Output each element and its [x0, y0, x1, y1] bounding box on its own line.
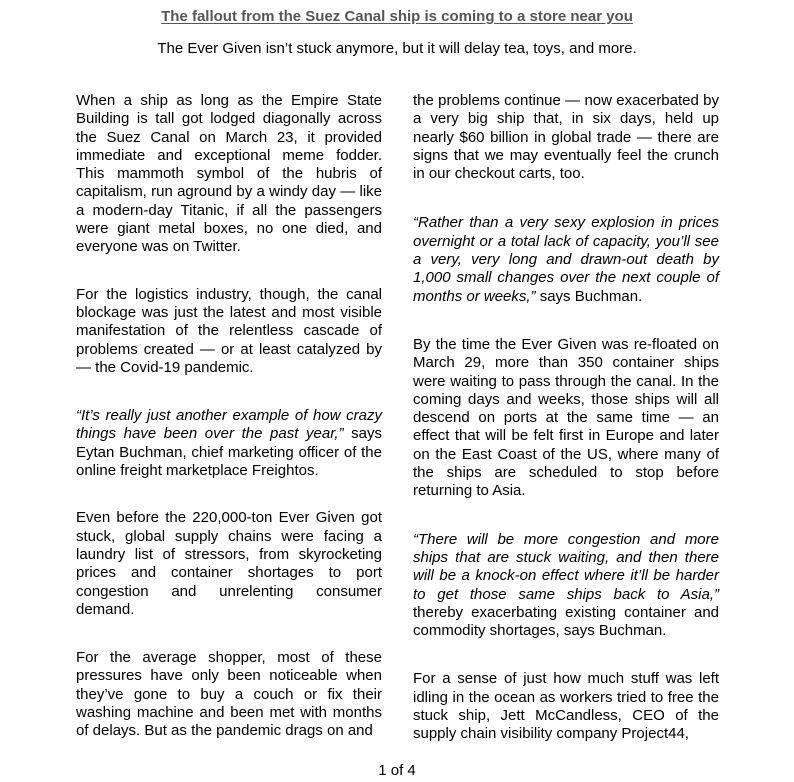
quote-text: “It’s really just another example of how crazy things have been over the past year,”: [76, 407, 382, 443]
paragraph-intro: When a ship as long as the Empire State Building is tall got lodged diagonally across the Suez Canal on March 23, it provided immediate and exceptional meme fodder. This mammoth symbol of the hubris of capitalism, run aground by a windy day — like a modern-day Titanic, if all the passengers were giant metal boxes, no one died, and everyone was on Twitter.: [76, 92, 382, 256]
paragraph-logistics: For the logistics industry, though, the canal blockage was just the latest and most visible manifestation of the relentless cascade of problems created — or at least catalyzed by — the Covid-19 pandemic.: [76, 285, 382, 376]
article-title: The fallout from the Suez Canal ship is coming to a store near you: [161, 8, 633, 25]
right-column: [413, 92, 719, 744]
quote-attribution: says Eytan Buchman, chief marketing officer of the online freight marketplace Freightos.: [76, 425, 383, 480]
quote-text: “There will be more congestion and more ships that are stuck waiting, and then there will be a knock-on effect where it’ll be harder to get those same ships back to Asia,”: [413, 530, 719, 603]
paragraph-death-by-changes-quote: [413, 214, 719, 305]
paragraph-supply-chains: Even before the 220,000-ton Ever Given got stuck, global supply chains were facing a laundry list of stressors, from skyrocketing prices and container shortages to port congestion and unrelenting consumer demand.: [76, 509, 382, 618]
paragraph-average-shopper: For the average shopper, most of these pressures have only been noticeable when they’ve gone to buy a couch or fix their washing machine and been met with months of delays. But as the pandemic drags on and: [76, 649, 382, 740]
quote-attribution: thereby exacerbating existing container and commodity shortages, says Buchman.: [413, 603, 719, 640]
quote-attribution: says Buchman.: [535, 287, 643, 305]
paragraph-problems-continue: the problems continue — now exacerbated by a very big ship that, in six days, held up nearly $60 billion in global trade — there are signs that we may eventually feel the crunch in our checkout carts, too.: [413, 92, 719, 183]
left-column: [76, 92, 382, 741]
paragraph-mccandless: For a sense of just how much stuff was left idling in the ocean as workers tried to free the stuck ship, Jett McCandless, CEO of the supply chain visibility company Project44,: [413, 670, 719, 743]
paragraph-refloated: By the time the Ever Given was re-floated on March 29, more than 350 container ships were waiting to pass through the canal. In the coming days and weeks, those ships will all descend on ports at the same time — an effect that will be felt first in Europe and later on the East Coast of the US, where many of the ships are scheduled to stop before returning to Asia.: [413, 335, 719, 500]
article-subtitle: The Ever Given isn’t stuck anymore, but it will delay tea, toys, and more.: [157, 40, 637, 57]
quote-text: “Rather than a very sexy explosion in prices overnight or a total lack of capacity, you’ll see a very, very long and drawn-out death by 1,000 small changes over the next couple of months or weeks,”: [413, 214, 719, 305]
paragraph-congestion-quote: [413, 531, 719, 641]
paragraph-buchman-quote: [76, 407, 382, 480]
page-number: 1 of 4: [378, 762, 416, 779]
